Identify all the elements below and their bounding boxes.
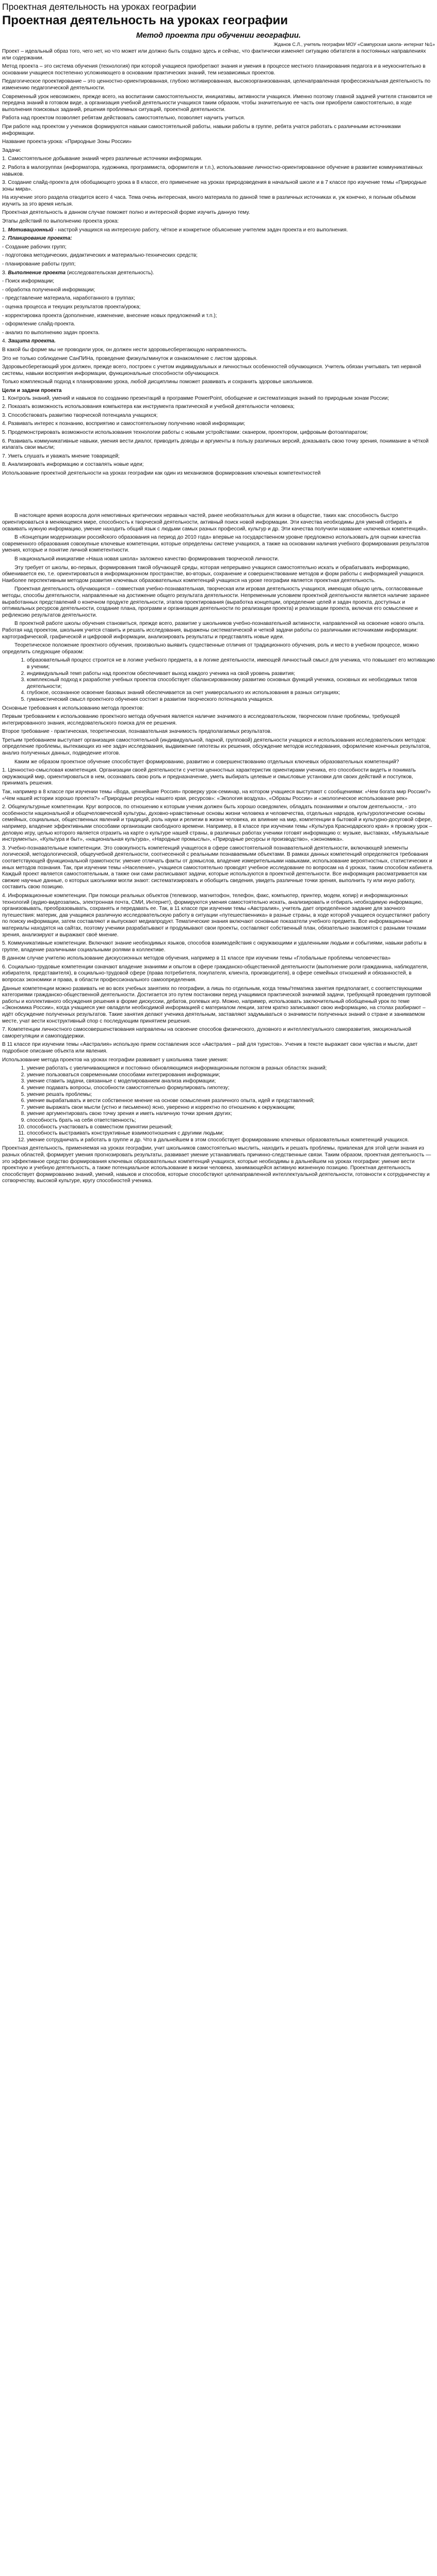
defense-paragraph: Только комплексный подход к планированию урока, любой дисциплины поможет развивать и сохранить здоровье школьников. <box>2 379 314 385</box>
list-item: 1. образовательный процесс строится не в логике учебного предмета, а в логике деятельности, имеющей личностный смысл для ученика, что повышает его мотивацию в учении; <box>27 657 435 670</box>
conclusion-paragraph: Проектная деятельность, применяемая на уроках географии, учит школьников самостоятельно мыслить, находить и решать проблемы, привлекая для этой цели знания из разных областей, формирует умения прогнозировать результаты, развивает умение устанавливать причинно-следственные связи. Таким образом, проектная деятельность — это эффективное средство формирования ключевых образовательных компетенций учащихся, которые необходимы в дальнейшем на уроках географии: умение вести проектную и учебную деятельность, а также потенциальное использование в жизни человека, занимающейся активную жизненную позицию. Проектная деятельность способствует формированию знаний, умений, навыков и способов, которые способствуют целенаправленной интеллектуальной деятельности, готовности к сотрудничеству и сотворчеству, высокой культуре, кругу способностей ученика. <box>2 1145 431 1184</box>
intro-paragraph-4: Современный урок невозможен, прежде всего, на воспитании самостоятельности, инициативы, активности учащихся. Именно поэтому главной задачей учителя становится не передача знаний в готовом виде, а организация учебной деятельности учащихся таким образом, чтобы значительную ее часть они приобрели самостоятельно, в ходе выполнения поисковых заданий, решения проблемных ситуаций, проектной деятельности. <box>2 93 433 113</box>
planning-item: - планирование работы групп; <box>2 261 76 268</box>
competence-paragraph: 3. Учебно-познавательные компетенции. Это совокупность компетенций учащегося в сфере самостоятельной познавательной деятельности, включающей элементы логической, методологической, общеучебной деятельности, соотнесенной с реальными познаваемыми объектами. В рамках данных компетенций определяются требования соответствующей функциональной грамотности: умение отличать факты от домыслов, владение измерительными навыками, использование вероятностных, статистических и иных методов познания. Так, при изучении темы «Население», учащиеся самостоятельно проводят учебное исследование по вопросам на 4 уроках, таким способом кабинета. Каждый проект является самостоятельным, а также они сами расписывают задачи, которые используются в проектной деятельности. Все информация рассматривается как свежие научные данные, о которых школьники могли знают: систематизировать и обобщить сведения, увидеть различные точки зрения, выполнить ту или иную работу, составить свою позицию. <box>2 845 433 890</box>
article-title: Проектная деятельность на уроках географии <box>2 13 288 27</box>
competence-paragraph: 4. Информационные компетенции. При помощи реальных объектов (телевизор, магнитофон, телефон, факс, компьютер, принтер, модем, копир) и информационных технологий (аудио-видеозапись, электронная почта, СМИ, Интернет), формируются умения самостоятельно искать, анализировать и отбирать необходимую информацию, организовывать, преобразовывать, сохранять и передавать ее. Так, в 11 классе при изучении темы «Австралия», учитель дает определённое задание для заочного путешествия: материк, дав учащимся различную исследовательскую работу в ситуации «путешественника» в разные страны, в ходе которой учащиеся осуществляют работу по поиску информации, затем составляют и выпускают медиапродукт. Тематические знания включают основные показатели учебного предмета. Все информационные материалы находятся на сайтах, поэтому ученики разрабатывают и продумывают свои проекты, составляют собственный план, обязательно знакомятся с разными точками зрения, анализируют и выражают своё мнение. <box>2 892 430 938</box>
goal-item: 2. Показать возможность использования компьютера как инструмента практической и учебной деятельности человека; <box>2 404 295 410</box>
methods-paragraph: Каким же образом проектное обучение способствует формированию, развитию и совершенствованию отдельных ключевых образовательных компетенций? <box>14 759 399 765</box>
intro-paragraph-1: Проект – идеальный образ того, чего нет, но что может или должно быть создано здесь и сейчас, что фактически изменяет ситуацию обитателя в постоянных направлениях или содержании. <box>2 49 426 61</box>
intro-paragraph-6: При работе над проектом у учеников формируются навыки самостоятельной работы, навыки работы в группе, ребята учатся работать с различными источниками информации. <box>2 123 401 136</box>
page-top-title: Проектная деятельность на уроках географии <box>2 2 197 12</box>
goals-heading: Цели и задачи проекта <box>2 387 62 394</box>
list-item: 4. умение подавать вопросы, способности самостоятельно формулировать гипотезу; <box>27 1085 435 1092</box>
goal-item: 3. Способствовать развитию творческой потенциала учащихся; <box>2 412 158 418</box>
goal-item: 7. Уметь слушать и уважать мнение товарищей; <box>2 453 120 459</box>
list-item: 10. способность участвовать в совместном принятии решений; <box>27 1124 435 1131</box>
competence-paragraph: Использование метода проектов на уроках географии развивает у школьника такие умения: <box>2 1057 228 1063</box>
stage-title: Планирование проекта: <box>8 235 72 242</box>
body-paragraph: В проектной работе школы обучения становиться, прежде всего, развитие у школьников учебно-познавательной активности, направленной на освоение нового опыта. Работая над проектом, школьник учится ставить и решать исследования, выражены систематической и четкой задачи работы со различными источниками информации: картографической, графической и цифровой информации, анализировать результаты и представлять новые идеи. <box>2 621 425 640</box>
list-item: 11. способность выстраивать конструктивные взаимоотношения с другими людьми; <box>27 1130 435 1137</box>
stage-text: (исследовательская деятельность). <box>66 270 154 276</box>
list-item: 9. способность брать на себя ответственность; <box>27 1118 435 1124</box>
methods-paragraph: Второе требование - практическая, теоретическая, познавательная значимость предполагаемых результатов. <box>2 729 272 735</box>
stage-number: 4. <box>2 338 7 344</box>
stage-1 <box>2 227 435 234</box>
competence-paragraph: В 11 классе при изучении темы «Австралия» использую прием составления эссе «Австралия – рай для туристов». Ученик в тексте выражает свои чувства и мысли, дает подробное описание объекта или явления. <box>2 1042 418 1054</box>
task-item: 3. Создание слайд-проекта для обобщающего урока в 8 классе, его применение на уроках природоведения в начальной школе и в 7 классе про изучение темы «Природные зоны мира». <box>2 180 427 192</box>
execution-item: - обработка полученной информации; <box>2 287 95 293</box>
body-paragraph: Проектная деятельность обучающихся – совместная учебно-познавательная, творческая или игровая деятельность учащихся, имеющая общую цель, согласованные методы, способы деятельности, направленные на достижение общего результата деятельности. Непременным условием проектной деятельности является наличие заранее выработанных представлений о конечном продукте деятельности, этапов проектирования (выработка концепции, определение целей и задач проекта, доступных и оптимальных ресурсов деятельности, создание плана, программ и организация деятельности по реализации проекта) и реализации проекта, включая его осмысление и рефлексию результатов деятельности. <box>2 586 429 618</box>
tasks-label: Задачи: <box>2 147 22 153</box>
competence-paragraph: 7. Компетенции личностного самосовершенствования направлены на освоение способов физического, духовного и интеллектуального саморазвития, эмоциональной саморегуляции и самоподдержки. <box>2 1027 411 1039</box>
competence-paragraph: 6. Социально-трудовые компетенции означают владение знаниями и опытом в сфере гражданско-общественной деятельности (выполнение роли гражданина, наблюдателя, избирателя, представителя), в социально-трудовой сфере (права потребителя, покупателя, клиента, производителя), в сфере семейных отношений и обязанностей, в вопросах экономики и права, в области профессионального самоопределения. <box>2 964 428 983</box>
list-item: 3. комплексный подход к разработке учебных проектов способствует сбалансированному развитию основных функций ученика, основных их необходимых типов деятельности; <box>27 677 435 690</box>
list-item: 2. индивидуальный темп работы над проектом обеспечивает выход каждого ученика на свой уровень развития; <box>27 671 435 678</box>
stage-number: 2. <box>2 235 7 242</box>
goal-item: 1. Контроль знаний, умений и навыков по созданию презентаций в программе PowerPoint, обобщение и систематизация знаний по природным зонам России; <box>2 395 389 401</box>
task-item: 1. Самостоятельное добывание знаний через различные источники информации. <box>2 156 203 162</box>
intro-paragraph-2: Метод проекта – это система обучения (технология) при которой учащиеся приобретают знания и умения в процессе местного планирования педагога и в неукоснительно в основании учащиеся постепенно усложняющего в основании практических знаний, тем независимых проектов. <box>2 64 426 76</box>
body-paragraph: В «Концепции модернизации российского образования на период до 2010 года» впервые на государственном уровне предложено использовать для оценки качества современного образования совокупные ключевые компетенции, которые определены системе учащихся, а также на основании наличия учебного формирования результатов умения, которые и понятие личной компетентности. <box>2 535 429 554</box>
list-item: 7. умение выражать свои мысли (устно и письменно) ясно, уверенно и корректно по отношению к окружающим; <box>27 1105 435 1111</box>
execution-item: - анализ по выполнению задач проекта. <box>2 329 100 336</box>
stage-3 <box>2 270 435 277</box>
stage-text: - настрой учащихся на интересную работу, чёткое и конкретное объяснение учителем задач проекта и его выполнения. <box>53 227 348 233</box>
stages-label: Этапы действий по выполнению проекта урока: <box>2 218 119 225</box>
competence-paragraph: В данном случае учителю использование дискуссионных методов обучения, например в 11 классе при изучении темы «Глобальные проблемы человечества» <box>2 955 391 962</box>
theory-list <box>2 657 435 703</box>
stage-number: 1. <box>2 227 7 233</box>
planning-item: - Создание рабочих групп; <box>2 244 67 250</box>
spacer <box>2 479 435 513</box>
defense-paragraph: Здоровьесберегающий урок должен, прежде всего, построен с учетом индивидуальных и личностных особенностей обучающихся. Учитель обязан учитывать тип нервной системы, навыки восприятия информации, функциональные способности обучающихся. <box>2 364 422 376</box>
goal-item: 4. Развивать интерес к познанию, восприятию и самостоятельному получению новой информации; <box>2 421 246 427</box>
competence-paragraph: 5. Коммуникативные компетенции. Включают знание необходимых языков, способов взаимодействия с окружающими и удаленными людьми и событиями, навыки работы в группе, владение различными социальными ролями в коллективе. <box>2 940 427 953</box>
defense-paragraph: В какой бы форме мы не проводили урок, он должен нести здоровьесберегающую направленность. <box>2 347 248 353</box>
body-paragraph: Теоретическое положение проектного обучения, произвольно выявить существенные отличия от традиционного обучения, роль и место в учебном процессе, можно определить следующие образом: <box>2 642 419 655</box>
body-paragraph: В настоящее время возросла доля немотивных критических неравных частей, ранее необязательных для жизни в обществе, таких как: способность быстро ориентироваться в меняющемся мире, способность к творческой деятельности, активный поиск новой информации. Эти качества необходимы для умений отбирать и осваивать нужную информацию, умение находить общий язык с людьми самых разных профессий, культур и др. Эти качества получили название «ключевых компетенций». <box>2 513 428 532</box>
task-note: Проектная деятельность в данном случае поможет полно и интересной форме изучить данную тему. <box>2 210 250 216</box>
methods-paragraph: Третьим требованием выступает организация самостоятельной (индивидуальной, парной, групповой) деятельности учащихся и использования исследовательских методов: определение проблемы, вытекающих из нее задач исследования, выдвижение гипотезы их решения, обсуждение методов исследования, оформление конечных результатов, анализ полученных данных, подведение итогов. <box>2 737 431 757</box>
competence-paragraph: Данные компетенции можно развивать не во всех учебных занятиях по географии, а лишь по отдельным, когда темы/тематика занятия предполагает, с соответствующими категориями гражданско-общественной деятельности. Достигается это путем постановки перед учащимися практической значимой задачи, требующей проведения групповой работы и коллективного обсуждения решения в форме дискуссии, дебатов, ролевых игр. Можно, например, использовать заключительный обобщенный урок по теме «Экономика России», когда учащиеся уже овладели необходимой информацией с материалом лекции, затем кратко записывают свою информацию, на столах разбирают – идёт обсуждение полученных результатов. Такие занятия делают ученика деятельным, заставляют задумываться о значимости полученных знаний о стране и занимаемом месте, учат вести конструктивный спор с последующим принятием решения. <box>2 985 431 1024</box>
stage-title: Выполнение проекта <box>8 270 66 276</box>
goal-item: 6. Развивать коммуникативные навыки, умения вести диалог, приводить доводы и аргументы в пользу различных версий, доказывать свою точку зрения, понимание в чёткой излагать свои мысли; <box>2 438 429 451</box>
list-item: 5. гуманистический смысл проектного обучения состоит в развитии творческого потенциала учащихся. <box>27 697 435 703</box>
body-paragraph: В национальной инициативе «Наша новая школа» заложено качество формирования творческой личности. <box>14 556 279 562</box>
defense-paragraph: Это не только соблюдение СанПИНа, проведение физкультминуток и ознакомление с листом здоровья. <box>2 355 258 362</box>
execution-item: - оценка процесса и текущих результатов проекта/урока; <box>2 304 141 310</box>
competence-paragraph: Так, например в 8 классе при изучении темы «Вода, ценнейшие Россия» проверку урок-семинар, на котором учащиеся выступают с сообщениями: «Чем богата мир России?» «Чем нашей истории хорошо проекта?» «Природные ресурсы нашего края, ресурсов»: «Экология воздуха», «Образы России» и «экологическое использование рек» <box>2 789 431 802</box>
article-subtitle: Метод проекта при обучении географии. <box>136 31 301 40</box>
stage-number: 3. <box>2 270 7 276</box>
methods-label: Основные требования к использованию метода проектов: <box>2 705 144 711</box>
stage-2 <box>2 235 435 242</box>
list-item: 2. умение пользоваться современными способами интегрирования информации; <box>27 1072 435 1079</box>
methods-paragraph: Первым требованием к использованию проектного метода обучения является наличие значимого в исследовательском, творческом плане проблемы, требующей интегрированного знания, исследовательского поиска для ее решения. <box>2 714 400 726</box>
list-item: 1. умение работать с увеличивающимся и постоянно обновляющимся информационным потоком в разных областях знаний; <box>27 1065 435 1072</box>
stage-title: Мотивационный <box>8 227 54 233</box>
execution-item: - представление материала, наработанного в группах; <box>2 295 135 302</box>
competence-paragraph: 2. Общекультурные компетенции. Круг вопросов, по отношению к которым ученик должен быть хорошо осведомлен, обладать познаниями и опытом деятельности, - это особенности национальной и общечеловеческой культуры, духовно-нравственные основы жизни человека и человечества, отдельных народов, культурологические основы семейных, социальных, общественных явлений и традиций, роль науки и религии в жизни человека, их влияние на мир, компетенции в бытовой и культурно-досуговой сфере, например, владение эффективными способами организации свободного времени. Например, в 8 классе при изучении темы «Культура Краснодарского края» я провожу урок – деловую игру, целью которого является отразить на карте о культуре нашей страны, в различных работах ученики готовят информацию о: музыке, выставках, «Музыкальные инструменты», «Культура и быт», «национальная культура», «Народные промыслы», «Природные ресурсы и производство», «экономика». <box>2 804 432 843</box>
stage-4 <box>2 338 435 345</box>
skills-list <box>2 1065 435 1143</box>
author-line: Жданов С.Л., учитель географии МОУ «Сампурская школа- интернат №1» <box>273 42 435 47</box>
section-intro: Использование проектной деятельности на уроках географии как один из механизмов формирования ключевых компетентностей <box>2 470 321 476</box>
intro-paragraph-5: Работа над проектом позволяет ребятам действовать самостоятельно, позволяет научить учиться. <box>2 115 246 121</box>
execution-item: - корректировка проекта (дополнение, изменение, внесение новых предложений и т.п.); <box>2 312 217 319</box>
competence-paragraph: 1. Ценностно-смысловая компетенция. Организации своей деятельности с учетом ценностных характеристик ориентирами ученика, его способности видеть и понимать окружающий мир, ориентироваться в нем, осознавать свою роль и предназначение, уметь выбирать целевые и смысловые установки для своих действий и поступков, принимать решения. <box>2 767 416 787</box>
intro-paragraph-3: Педагогическое проектирование – это ценностно-ориентированная, глубоко мотивированная, высокоорганизованная, целенаправленная профессиональная деятельность по изменению педагогической деятельности. <box>2 78 431 91</box>
execution-item: - оформление слайд-проекта. <box>2 321 75 327</box>
project-name: Название проекта-урока: «Природные Зоны России» <box>2 139 132 145</box>
goal-item: 5. Продемонстрировать возможности использования технологии работы с новыми устройствами: сканером, проектором, цифровым фотоаппаратом; <box>2 429 368 435</box>
list-item: 12. умение сотрудничать и работать в группе и др. Что в дальнейшем в этом способствует формированию ключевых образовательных компетенций учащихся. <box>27 1137 435 1144</box>
list-item: 8. умение аргументировать свою точку зрения и иметь наличную точки зрения других; <box>27 1111 435 1118</box>
task-note: На изучение этого раздела отводится всего 4 часа. Тема очень интересная, много материала по данной теме в различных источниках и, уж конечно, я полным объёмом изучить за это время нельзя. <box>2 195 416 207</box>
list-item: 5. умение решать проблемы; <box>27 1092 435 1098</box>
task-item: 2. Работа в малогруппах (информатора, художника, программиста, оформителя и т.п.), использование личностно-ориентированное обучение в развитие коммуникативных навыков. <box>2 164 423 177</box>
stage-title: Защита проекта. <box>8 338 56 344</box>
document-page <box>0 0 437 1185</box>
list-item: 6. умение вырабатывать и вести собственное мнение на основе осмысления различного опыта, идей и представлений; <box>27 1098 435 1105</box>
body-paragraph: Эту требует от школы, во-первых, формирования такой обучающей среды, которая непрерывно учащихся самостоятельно искать и обрабатывать информацию, обменивается ею, т.е. ориентироваться в информационном пространстве, во-вторых, сохранение и совершенствование методов и форм работы с информацией учащихся. Наиболее перспективным методом развития ключевых образовательных компетенций учащихся на уроке географии является проектная деятельность. <box>2 564 425 584</box>
planning-item: - подготовка методических, дидактических и материально-технических средств; <box>2 253 198 259</box>
list-item: 3. умение ставить задачи, связанные с моделированием анализа информации; <box>27 1078 435 1085</box>
list-item: 4. глубокое, осознанное освоение базовых знаний обеспечивается за счет универсального их использования в разных ситуациях; <box>27 690 435 697</box>
goal-item: 8. Анализировать информацию и составлять новые идеи; <box>2 462 144 468</box>
execution-item: - Поиск информации; <box>2 278 55 285</box>
